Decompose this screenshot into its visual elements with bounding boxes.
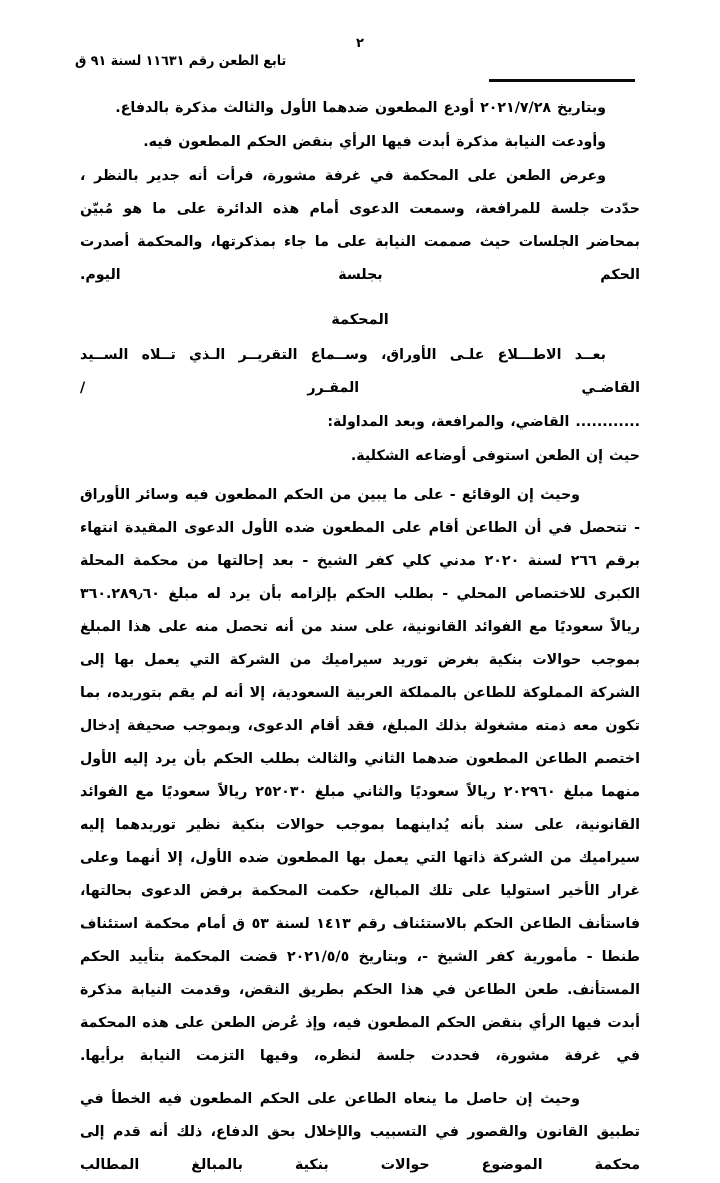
paragraph-prosecution-memo: وأودعت النيابة مذكرة أبدت فيها الرأي بنقض الحكم المطعون فيه. [143,134,606,150]
header-underline-rule [489,79,635,82]
spacer [80,1074,640,1083]
page-number: ٢ [356,36,364,51]
document-body [80,92,640,1183]
spacer [80,293,640,298]
paragraph-formal-requirements: حيث إن الطعن استوفى أوضاعه الشكلية. [350,448,640,464]
case-reference-header: تابع الطعن رقم ١١٦٣١ لسنة ٩١ ق [75,53,287,69]
document-header [75,50,635,69]
paragraph-appeal-presentation: وعرض الطعن على المحكمة في غرفة مشورة، فرأت أنه جدير بالنظر ، حدّدت جلسة للمرافعة، وسمعت الدعوى أمام هذه الدائرة على ما هو مُبيّن بمحاضر الجلسات حيث صممت النيابة على ما جاء بمذكرتها، والمحكمة أصدرت الحكم بجلسة اليوم. [80,168,640,283]
paragraph-defense-memo-filing: وبتاريخ ٢٠٢١/٧/٢٨ أودع المطعون ضدهما الأول والثالث مذكرة بالدفاع. [115,100,606,116]
paragraph-facts-of-case: وحيث إن الوقائع - على ما يبين من الحكم المطعون فيه وسائر الأوراق - تتحصل في أن الطاعن أقام على المطعون ضده الأول الدعوى المقيدة انتهاء برقم ٢٦٦ لسنة ٢٠٢٠ مدني كلي كفر الشيخ - بعد إحالتها من محكمة المحلة الكبرى للاختصاص المحلي - بطلب الحكم بإلزامه بأن يرد له مبلغ ٣٦٠.٢٨٩٫٦٠ ريالاً سعوديًا مع الفوائد القانونية، على سند من أنه تحصل منه على هذا المبلغ بموجب حوالات بنكية بغرض توريد سيراميك من الشركة التي يعمل بها إلى الشركة المملوكة للطاعن بالمملكة العربية السعودية، إلا أنه لم يقم بتوريده، بما تكون معه ذمته مشغولة بذلك المبلغ، فقد أقام الدعوى، وبموجب صحيفة إدخال اختصم الطاعن المطعون ضدهما الثاني والثالث بطلب الحكم بأن يرد إليه الأول منهما مبلغ ٢٠٢٩٦٠ ريالاً سعوديًا والثاني مبلغ ٢٥٢٠٣٠ ريالاً سعوديًا مع الفوائد القانونية، على سند بأنه يُداينهما بموجب حوالات بنكية نظير توريدهما إليه سيراميك من الشركة ذاتها التي يعمل بها المطعون ضده الأول، إلا أنهما وعلى غرار الأخير استوليا على تلك المبالغ، حكمت المحكمة برفض الدعوى بحالتها، فاستأنف الطاعن الحكم بالاستئناف رقم ١٤١٣ لسنة ٥٣ ق أمام محكمة استئناف طنطا - مأمورية كفر الشيخ -، وبتاريخ ٢٠٢١/٥/٥ قضت المحكمة بتأييد الحكم المستأنف. طعن الطاعن في هذا الحكم بطريق النقض، وقدمت النيابة مذكرة أبدت فيها الرأي بنقض الحكم المطعون فيه، وإذ عُرض الطعن على هذه المحكمة في غرفة مشورة، فحددت جلسة لنظره، وفيها التزمت النيابة برأيها. [80,487,640,1064]
court-heading: المحكمة [331,312,389,328]
paragraph-after-review-line-2: ............ القاضي، والمرافعة، وبعد المداولة: [327,414,640,430]
paragraph-grounds-of-appeal: وحيث إن حاصل ما ينعاه الطاعن على الحكم المطعون فيه الخطأ في تطبيق القانون والقصور في التسبيب والإخلال بحق الدفاع، ذلك أنه قدم إلى محكمة الموضوع حوالات بنكية بالمبالغ المطالب [80,1091,640,1173]
paragraph-after-review-line-1: بعــد الاطـــلاع علـى الأوراق، وســماع التقريــر الـذي تــلاه الســيد القاضـي المقـرر / [80,347,640,396]
